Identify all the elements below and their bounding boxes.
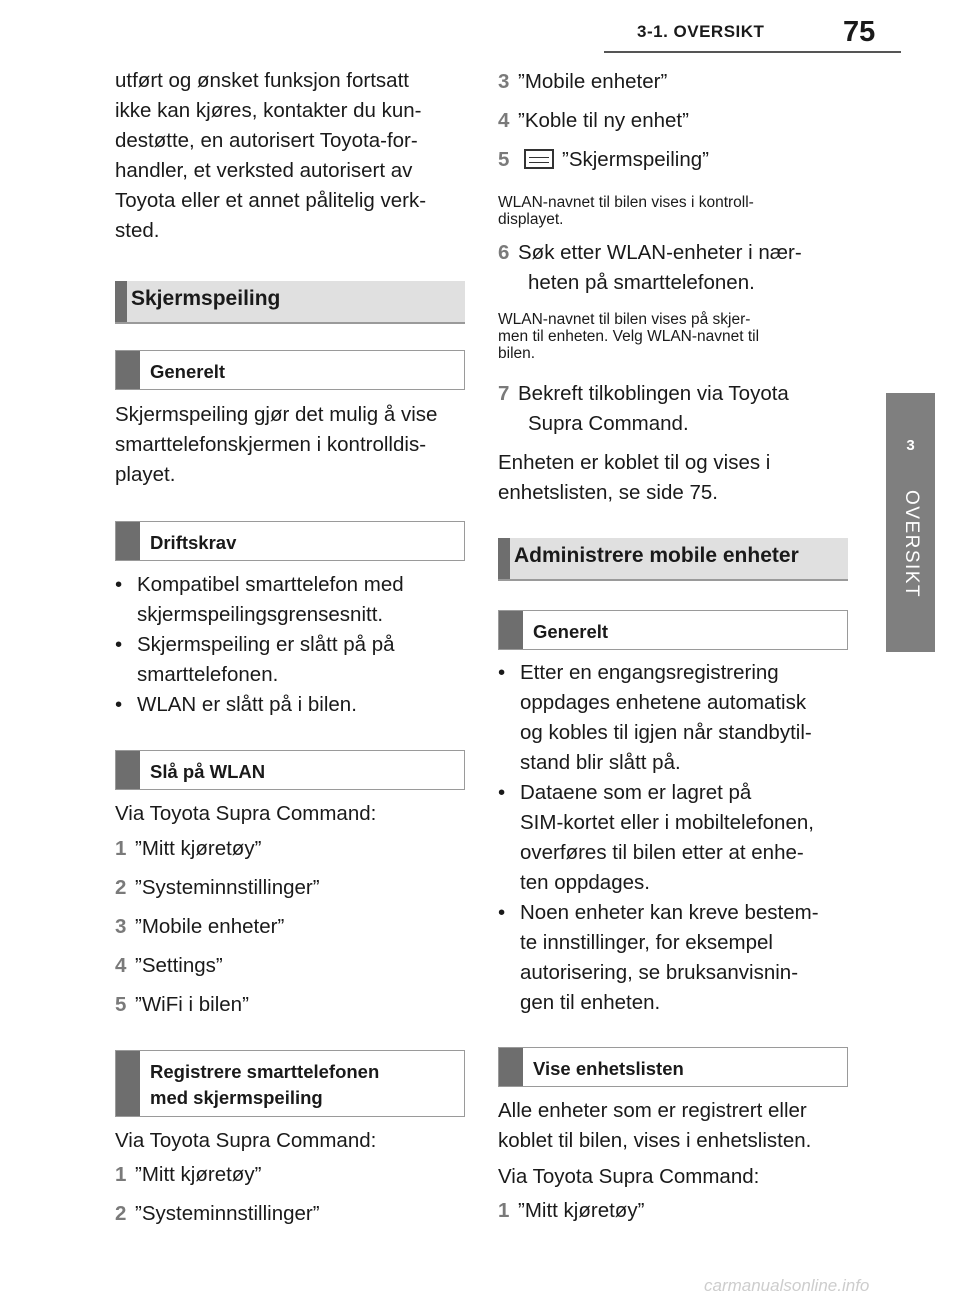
list-item: • Kompatibel smarttelefon med	[115, 573, 404, 596]
section-heading-skjermspeiling: Skjermspeiling	[115, 281, 465, 324]
note-wlan-name: WLAN-navnet til bilen vises i kontroll- displayet.	[498, 194, 754, 228]
watermark: carmanualsonline.info	[704, 1276, 870, 1295]
subheading-vise-enhetslisten: Vise enhetslisten	[498, 1047, 848, 1087]
list-item: • Etter en engangsregistrering	[498, 661, 779, 684]
via-command-text-3: Via Toyota Supra Command:	[498, 1165, 760, 1188]
step-list-register: 1 ”Mitt kjøretøy” 2 ”Systeminnstillinger”	[115, 1163, 320, 1225]
list-item: • Dataene som er lagret på	[498, 781, 752, 804]
step-list-register-cont: 3 ”Mobile enheter” 4 ”Koble til ny enhet” 5 ”Skjermspeiling”	[498, 70, 709, 171]
step-7: 7 Bekreft tilkoblingen via Toyota Supra Command.	[498, 382, 789, 435]
screen-mirroring-icon	[524, 149, 554, 169]
header-rule	[604, 51, 901, 53]
step-list-device-list: 1 ”Mitt kjøretøy”	[498, 1199, 645, 1222]
step-list-wlan: 1 ”Mitt kjøretøy” 2 ”Systeminnstillinger” 3 ”Mobile enheter” 4 ”Settings” 5 ”WiFi i bilen”	[115, 837, 320, 1016]
subheading-wlan: Slå på WLAN	[115, 750, 465, 790]
requirements-list: • Kompatibel smarttelefon med skjermspeilingsgrensesnitt. • Skjermspeiling er slått på på smarttelefonen. • WLAN er slått på i bilen.	[115, 570, 465, 720]
via-command-text: Via Toyota Supra Command:	[115, 802, 377, 825]
subheading-generelt-2: Generelt	[498, 610, 848, 650]
note-select-wlan: WLAN-navnet til bilen vises på skjer- men til enheten. Velg WLAN-navnet til bilen.	[498, 311, 760, 362]
step-6: 6 Søk etter WLAN-enheter i nær- heten på smarttelefonen.	[498, 241, 802, 294]
subheading-generelt: Generelt	[115, 350, 465, 390]
chapter-tab-label: OVERSIKT	[901, 490, 922, 599]
via-command-text-2: Via Toyota Supra Command:	[115, 1129, 377, 1152]
section-title: 3-1. OVERSIKT	[637, 22, 765, 41]
list-item: • WLAN er slått på i bilen.	[115, 693, 357, 716]
connected-paragraph: Enheten er koblet til og vises i enhetslisten, se side 75.	[498, 451, 771, 504]
subheading-driftskrav: Driftskrav	[115, 521, 465, 561]
intro-paragraph: utført og ønsket funksjon fortsatt ikke kan kjøres, kontakter du kun- destøtte, en autorisert Toyota-for- handler, et verksted autorisert av Toyota eller et annet pålitelig verk- sted.	[115, 69, 427, 242]
device-management-list: • Etter en engangsregistrering oppdages enhetene automatisk og kobles til igjen når standbytil- stand blir slått på. • Dataene som er lagret på SIM-kortet eller i mobiltelefonen, overføres til bilen etter at enhe- ten oppdages. • Noen enheter kan kreve bestem- te innstillinger, for eksempel autorisering, se bruksanvisnin- gen til enheten.	[498, 658, 848, 1018]
list-item: • Noen enheter kan kreve bestem-	[498, 901, 819, 924]
device-list-paragraph: Alle enheter som er registrert eller koblet til bilen, vises i enhetslisten.	[498, 1099, 812, 1152]
chapter-tab-number: 3	[886, 393, 935, 503]
section-heading-administrere: Administrere mobile enheter	[498, 538, 848, 581]
generelt-paragraph: Skjermspeiling gjør det mulig å vise smarttelefonskjermen i kontrolldis- playet.	[115, 403, 438, 486]
page-number: 75	[843, 16, 876, 48]
subheading-registrere: Registrere smarttelefonen med skjermspeiling	[115, 1050, 465, 1117]
list-item: • Skjermspeiling er slått på på	[115, 633, 395, 656]
